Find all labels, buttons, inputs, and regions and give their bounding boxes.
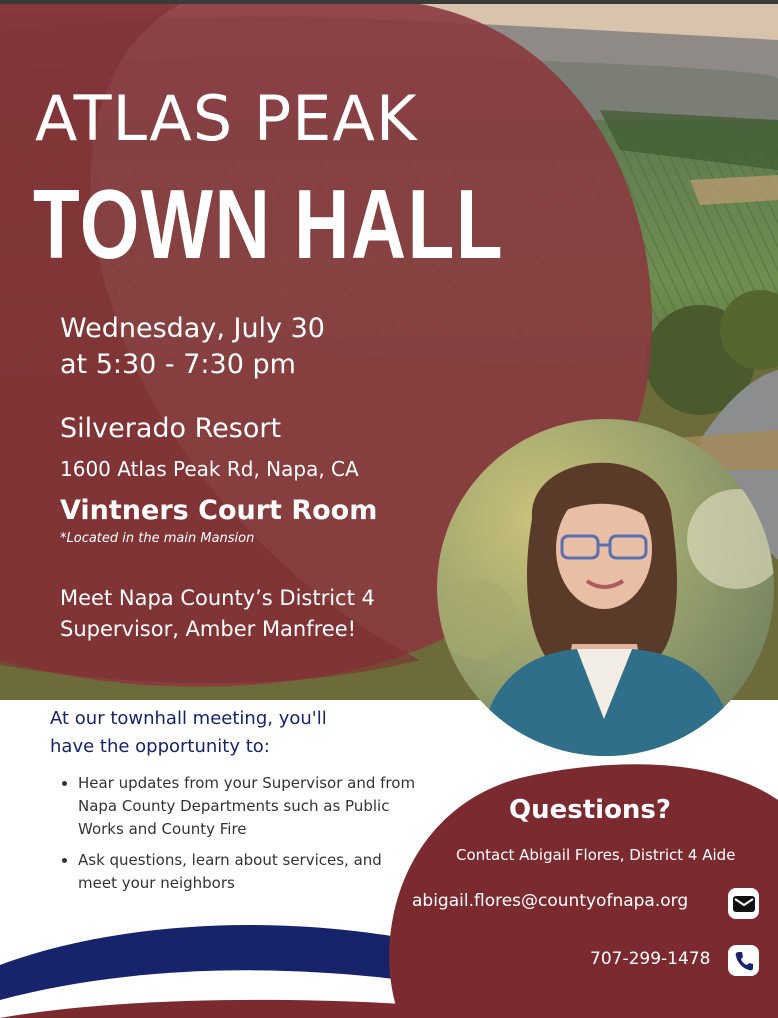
title-line-2: TOWN HALL bbox=[33, 169, 505, 279]
questions-title: Questions? bbox=[509, 795, 671, 825]
contact-phone[interactable]: 707-299-1478 bbox=[590, 949, 711, 969]
top-border bbox=[0, 0, 778, 4]
title-line-1: ATLAS PEAK bbox=[35, 82, 418, 155]
contact-email[interactable]: abigail.flores@countyofnapa.org bbox=[412, 891, 689, 911]
agenda-intro-line-2: have the opportunity to: bbox=[50, 736, 270, 757]
event-room: Vintners Court Room bbox=[60, 495, 378, 526]
meet-line-2: Supervisor, Amber Manfree! bbox=[60, 617, 357, 641]
event-time: at 5:30 - 7:30 pm bbox=[60, 349, 296, 380]
meet-line-1: Meet Napa County’s District 4 bbox=[60, 586, 375, 610]
meet-supervisor bbox=[60, 583, 375, 645]
event-room-note: *Located in the main Mansion bbox=[60, 531, 255, 546]
questions-panel-background bbox=[0, 740, 778, 1018]
agenda-item: • Ask questions, learn about services, and meet your neighbors bbox=[78, 849, 418, 895]
phone-icon[interactable] bbox=[728, 945, 759, 976]
event-address: 1600 Atlas Peak Rd, Napa, CA bbox=[60, 457, 359, 481]
event-datetime bbox=[60, 311, 325, 383]
event-venue: Silverado Resort bbox=[60, 413, 282, 444]
agenda-intro-line-1: At our townhall meeting, you'll bbox=[50, 708, 327, 729]
event-date: Wednesday, July 30 bbox=[60, 313, 325, 344]
supervisor-portrait bbox=[437, 419, 774, 756]
envelope-icon[interactable] bbox=[728, 888, 759, 919]
questions-contact: Contact Abigail Flores, District 4 Aide bbox=[456, 846, 736, 864]
agenda-item: • Hear updates from your Supervisor and from Napa County Departments such as Public Works and County Fire bbox=[78, 772, 418, 841]
